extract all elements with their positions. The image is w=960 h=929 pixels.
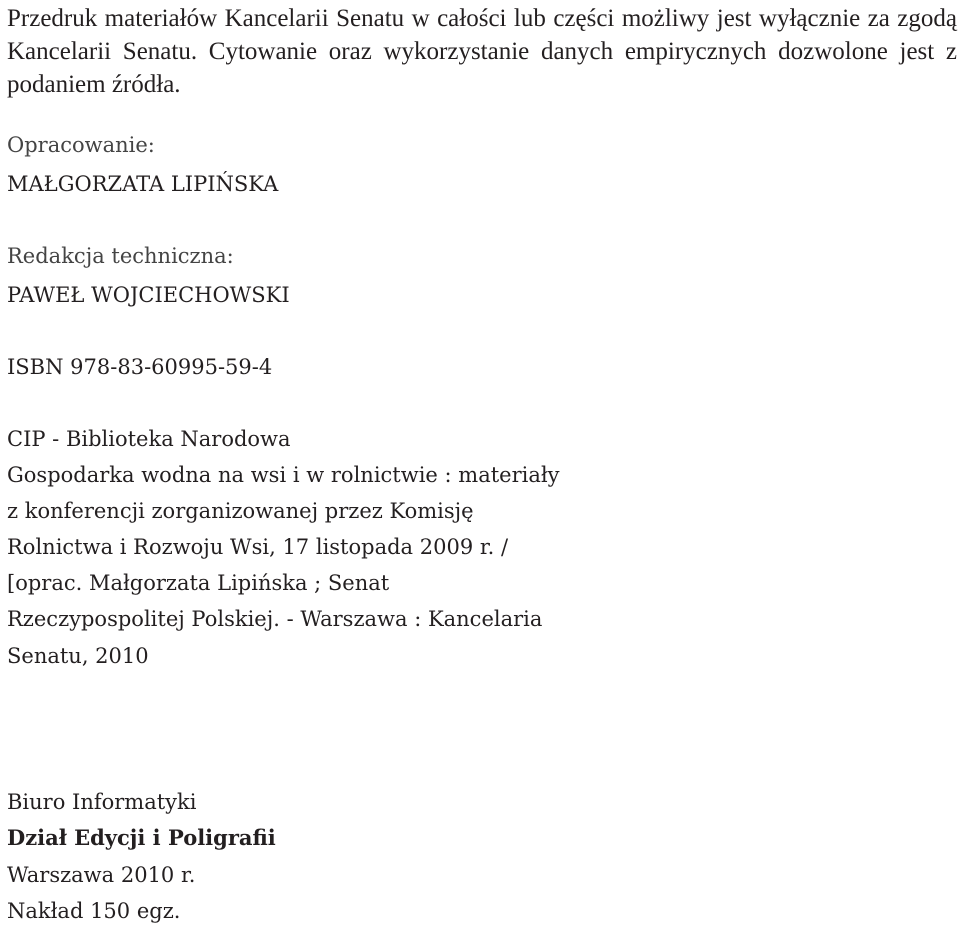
imprint-place-year: Warszawa 2010 r. [7,863,196,887]
isbn: ISBN 978-83-60995-59-4 [7,355,273,379]
cip-line: CIP - Biblioteka Narodowa [7,427,291,451]
cip-line: z konferencji zorganizowanej przez Komisję [7,499,474,523]
prepared-by-label: Opracowanie: [7,133,155,157]
cip-line: Gospodarka wodna na wsi i w rolnictwie : materiały [7,463,560,487]
cip-line: [oprac. Małgorzata Lipińska ; Senat [7,571,390,595]
cip-line: Rzeczypospolitej Polskiej. - Warszawa : Kancelaria [7,607,543,631]
technical-editing-name: PAWEŁ WOJCIECHOWSKI [7,283,290,307]
imprint-department: Dział Edycji i Poligrafii [7,825,276,850]
cip-line: Rolnictwa i Rozwoju Wsi, 17 listopada 2009 r. / [7,535,509,559]
copyright-notice: Przedruk materiałów Kancelarii Senatu w całości lub części możliwy jest wyłącznie za zgodą Kancelarii Senatu. Cytowanie oraz wykorzystanie danych empirycznych dozwolone jest z podaniem źródła. [7,5,957,98]
cip-line: Senatu, 2010 [7,644,149,668]
prepared-by-name: MAŁGORZATA LIPIŃSKA [7,172,279,196]
technical-editing-label: Redakcja techniczna: [7,244,234,268]
imprint-office: Biuro Informatyki [7,790,197,814]
imprint-print-run: Nakład 150 egz. [7,899,181,923]
